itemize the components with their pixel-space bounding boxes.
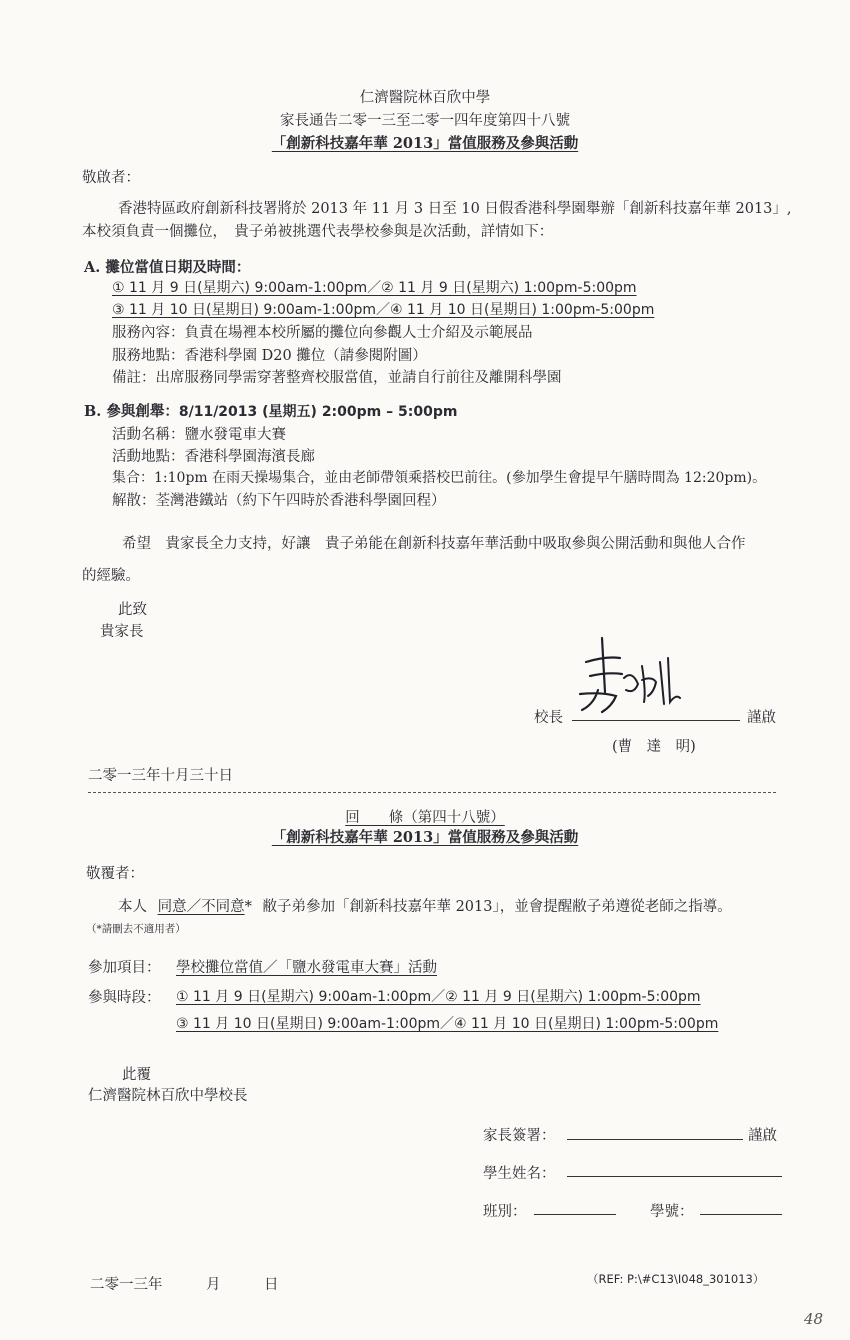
notice-subject: 「創新科技嘉年華 2013」當值服務及參與活動 [271,135,579,152]
item-value[interactable]: 學校攤位當值／「鹽水發電車大賽」活動 [176,960,437,976]
item-label: 參加項目： [88,960,161,976]
notice-number: 家長通告二零一三至二零一四年度第四十八號 [280,113,570,129]
school-name: 仁濟醫院林百欣中學 [359,90,491,106]
section-a-slot-line-1: ① 11 月 9 日(星期六) 9:00am-1:00pm／② 11 月 9 日(星期六) 1:00pm-5:00pm [112,280,637,296]
activity-dismissal: 解散：荃灣港鐵站（約下午四時於香港科學園回程） [112,493,446,509]
section-b-label: B. 參與創舉： [84,403,179,420]
service-venue: 服務地點：香港科學園 D20 攤位（請參閱附圖） [112,348,427,364]
activity-name: 活動名稱：鹽水發電車大賽 [112,427,286,443]
consent-choice[interactable]: 同意／不同意 [157,899,245,915]
principal-signature [572,632,692,718]
section-a-heading: A. 攤位當值日期及時間： [84,259,251,276]
student-name-field[interactable] [567,1176,782,1177]
student-no-field[interactable] [700,1214,782,1215]
session-line-1[interactable]: ① 11 月 9 日(星期六) 9:00am-1:00pm／② 11 月 9 日(星期六) 1:00pm-5:00pm [176,989,701,1005]
closing-line-1: 希望 貴家長全力支持，好讓 貴子弟能在創新科技嘉年華活動中吸取參與公開活動和與他人合作 [122,536,746,552]
signature-suffix: 謹啟 [747,710,776,726]
reply-salutation: 敬覆者： [86,866,144,882]
reply-statement [118,895,732,916]
signature-line [572,720,740,721]
session-line-2[interactable]: ③ 11 月 10 日(星期日) 9:00am-1:00pm／④ 11 月 10 日(星期日) 1:00pm-5:00pm [176,1016,719,1032]
page-number: 48 [804,1310,824,1328]
section-a-slot-line-2: ③ 11 月 10 日(星期日) 9:00am-1:00pm／④ 11 月 10 日(星期日) 1:00pm-5:00pm [112,302,655,318]
session-label: 參與時段： [88,990,161,1006]
notice-date: 二零一三年十月三十日 [88,768,233,784]
salutation: 敬啟者： [82,170,140,186]
service-remark: 備註：出席服務同學需穿著整齊校服當值，並請自行前往及離開科學園 [112,370,562,386]
closing-to: 此致 [118,602,147,618]
reply-close: 此覆 [122,1067,151,1083]
signature-role: 校長 [534,710,563,726]
parent-signature-suffix: 謹啟 [748,1128,777,1144]
parent-signature-label: 家長簽署： [483,1128,556,1144]
reply-date: 二零一三年 月 日 [90,1277,279,1293]
service-content: 服務內容：負責在場裡本校所屬的攤位向參觀人士介紹及示範展品 [112,325,533,341]
statement-rest: 敝子弟參加「創新科技嘉年華 2013」，並會提醒敝子弟遵從老師之指導。 [262,899,732,915]
statement-prefix: 本人 [118,899,147,915]
closing-line-2: 的經驗。 [82,568,140,584]
reply-footnote: （*請刪去不適用者） [86,923,186,935]
cut-line [88,792,776,793]
activity-venue: 活動地點：香港科學園海濱長廊 [112,449,315,465]
reply-subject: 「創新科技嘉年華 2013」當值服務及參與活動 [271,829,579,846]
student-no-label: 學號： [650,1204,694,1220]
closing-recipient: 貴家長 [100,624,144,640]
class-field[interactable] [534,1214,616,1215]
intro-line-1: 香港特區政府創新科技署將於 2013 年 11 月 3 日至 10 日假香港科學園舉辦「創新科技嘉年華 2013」, [118,201,792,217]
reply-title: 回 條（第四十八號） [345,810,505,826]
principal-name: (曹 達 明) [612,739,696,755]
parent-signature-field[interactable] [567,1139,743,1140]
intro-line-2: 本校須負責一個攤位， 貴子弟被挑選代表學校參與是次活動，詳情如下： [82,224,554,240]
class-label: 班別： [483,1204,527,1220]
section-b-heading [84,400,457,421]
activity-assembly: 集合：1:10pm 在雨天操場集合，並由老師帶領乘搭校巴前往。(參加學生會提早午膳時間為 12:20pm)。 [112,470,767,486]
statement-star: * [244,899,252,915]
reference-code: （REF: P:\#C13\I048_301013） [587,1272,765,1286]
section-b-time: 8/11/2013 (星期五) 2:00pm – 5:00pm [178,404,458,420]
student-name-label: 學生姓名： [483,1166,556,1182]
reply-to: 仁濟醫院林百欣中學校長 [88,1088,248,1104]
